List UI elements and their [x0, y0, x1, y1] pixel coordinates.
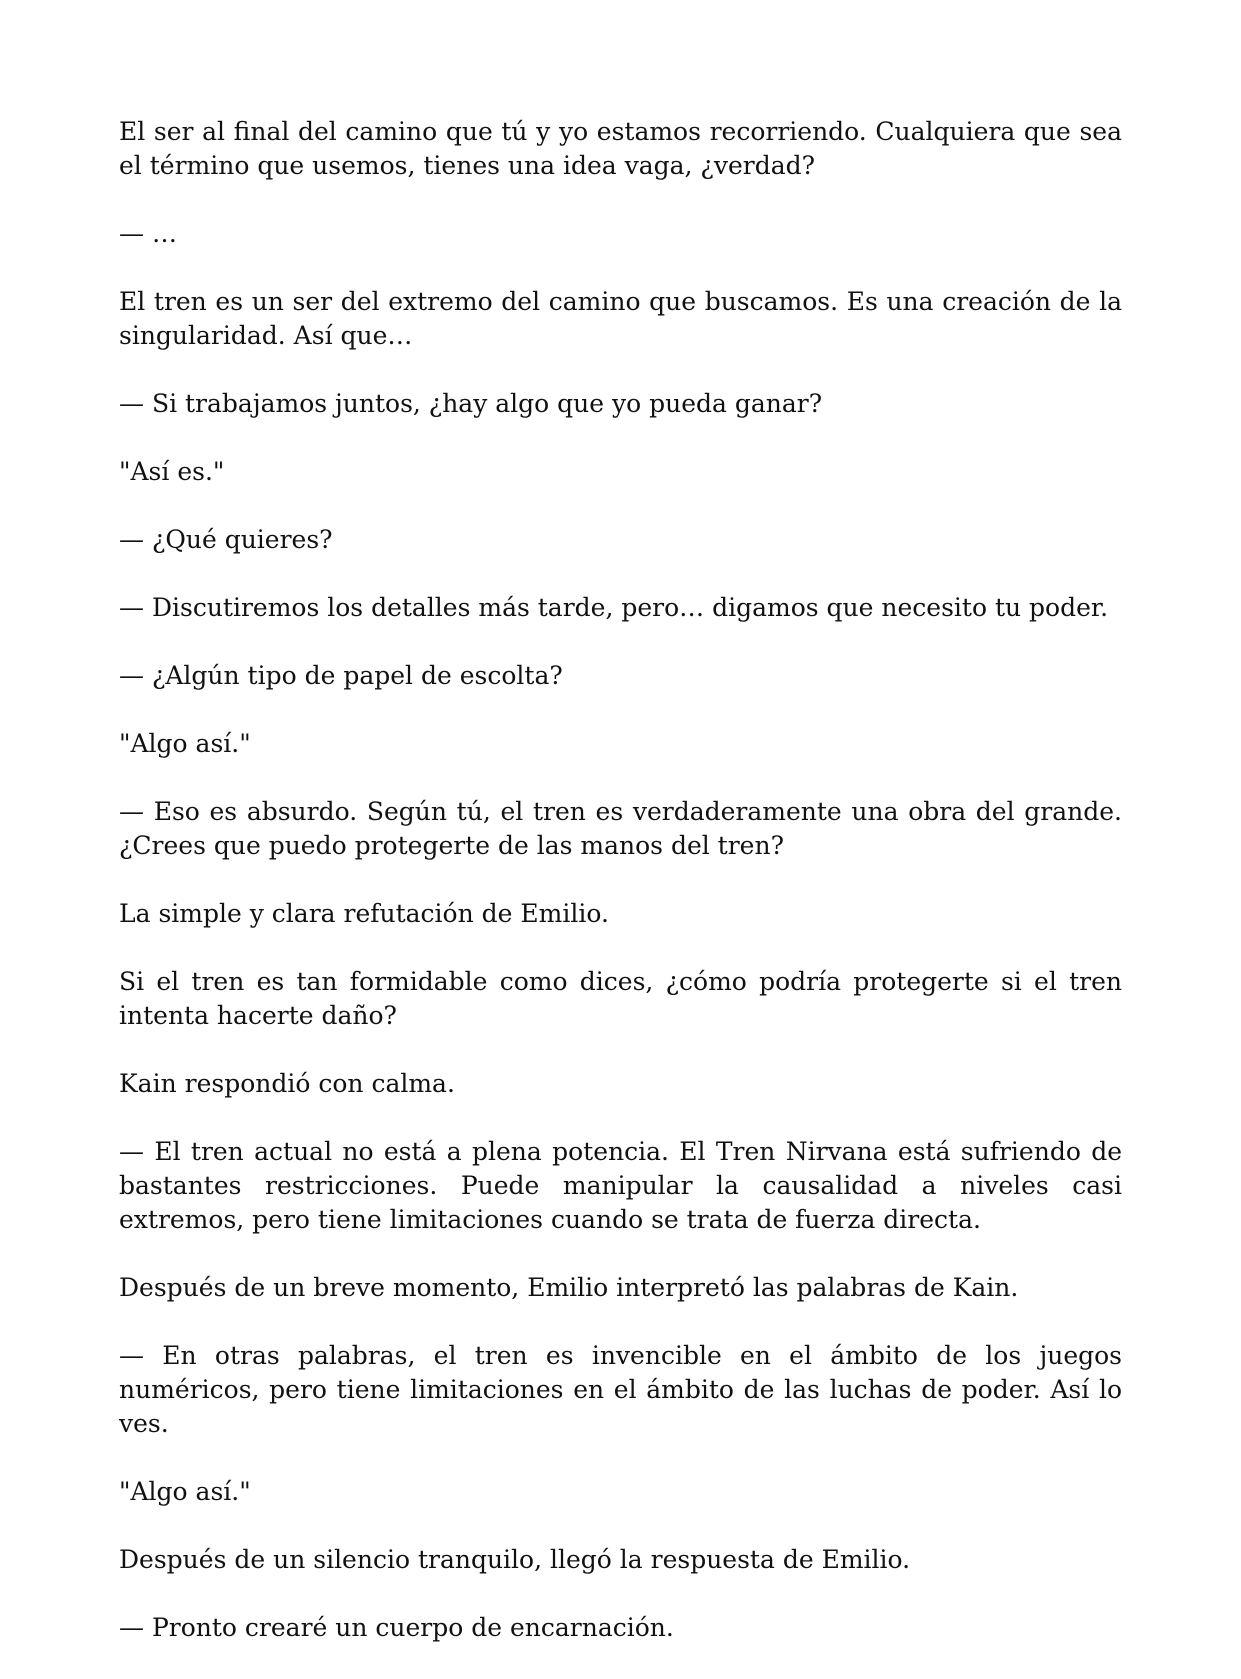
paragraph: — Pronto crearé un cuerpo de encarnación. [119, 1613, 674, 1642]
paragraph: Después de un silencio tranquilo, llegó la respuesta de Emilio. [119, 1545, 911, 1574]
paragraph: "Algo así." [119, 1477, 251, 1506]
paragraph: — El tren actual no está a plena potencia. El Tren Nirvana está sufriendo de bastantes restricciones. Puede manipular la causalidad a niveles casi extremos, pero tiene limitaciones cuando se trata de fuerza directa. [119, 1137, 1122, 1234]
paragraph: Después de un breve momento, Emilio interpretó las palabras de Kain. [119, 1273, 1019, 1302]
paragraph: "Algo así." [119, 729, 251, 758]
paragraph: El ser al final del camino que tú y yo estamos recorriendo. Cualquiera que sea el término que usemos, tienes una idea vaga, ¿verdad? [119, 117, 1122, 180]
paragraph: — ¿Qué quieres? [119, 525, 333, 554]
paragraph: Kain respondió con calma. [119, 1069, 455, 1098]
document-page [119, 115, 1122, 1679]
paragraph: — Discutiremos los detalles más tarde, pero… digamos que necesito tu poder. [119, 593, 1109, 622]
paragraph: — Si trabajamos juntos, ¿hay algo que yo pueda ganar? [119, 389, 823, 418]
paragraph: "Así es." [119, 457, 225, 486]
paragraph: La simple y clara refutación de Emilio. [119, 899, 609, 928]
paragraph: Si el tren es tan formidable como dices, ¿cómo podría protegerte si el tren intenta hacerte daño? [119, 967, 1122, 1030]
paragraph: — … [119, 219, 177, 248]
paragraph: — ¿Algún tipo de papel de escolta? [119, 661, 563, 690]
paragraph: El tren es un ser del extremo del camino que buscamos. Es una creación de la singularidad. Así que… [119, 287, 1122, 350]
paragraph: — En otras palabras, el tren es invencible en el ámbito de los juegos numéricos, pero tiene limitaciones en el ámbito de las luchas de poder. Así lo ves. [119, 1341, 1122, 1438]
paragraph: — Eso es absurdo. Según tú, el tren es verdaderamente una obra del grande. ¿Crees que puedo protegerte de las manos del tren? [119, 797, 1122, 860]
